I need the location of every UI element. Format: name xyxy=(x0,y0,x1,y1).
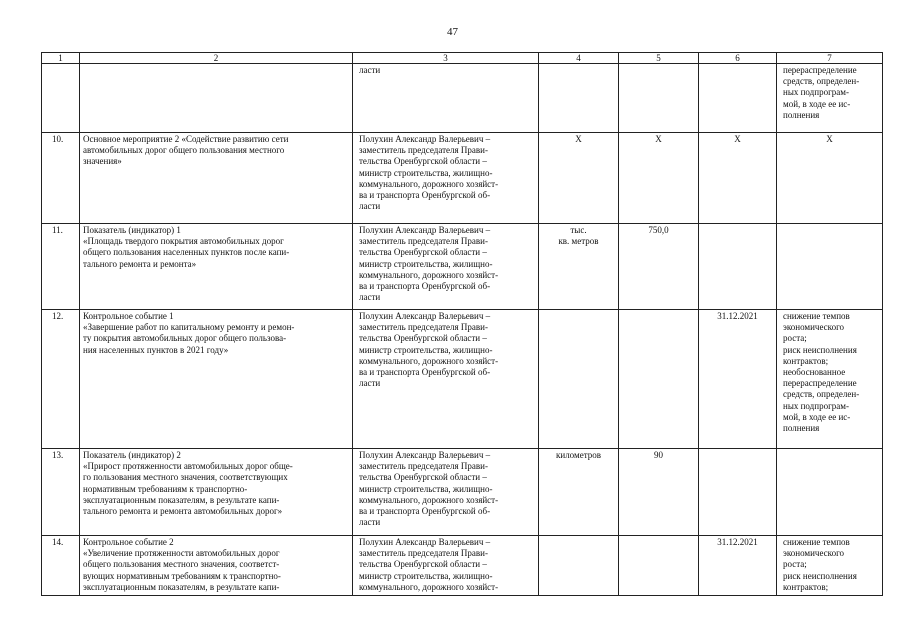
risk-cell xyxy=(777,224,883,310)
row-number: 12. xyxy=(42,310,80,449)
table-row xyxy=(42,536,883,596)
value-cell: 90 xyxy=(619,449,699,536)
responsible-person: Полухин Александр Валерьевич – заместитель председателя Прави- тельства Оренбургской области – министр строительства, жилищно- коммунального, дорожного хозяйст- ва и транспорта Оренбургской об- ласти xyxy=(353,310,539,449)
date-cell xyxy=(699,64,777,133)
responsible-person: Полухин Александр Валерьевич – заместитель председателя Прави- тельства Оренбургской области – министр строительства, жилищно- коммунального, дорожного хозяйст- xyxy=(353,536,539,596)
row-number: 10. xyxy=(42,133,80,224)
risk-cell: снижение темпов экономического роста; риск неисполнения контрактов; xyxy=(777,536,883,596)
date-cell xyxy=(699,449,777,536)
responsible-person: ласти xyxy=(353,64,539,133)
unit-cell xyxy=(539,64,619,133)
unit-cell: километров xyxy=(539,449,619,536)
plan-table xyxy=(41,52,883,596)
value-cell xyxy=(619,536,699,596)
row-number xyxy=(42,64,80,133)
header-cell: 5 xyxy=(619,53,699,64)
table-row xyxy=(42,310,883,449)
responsible-person: Полухин Александр Валерьевич – заместитель председателя Прави- тельства Оренбургской области – министр строительства, жилищно- коммунального, дорожного хозяйст- ва и транспорта Оренбургской об- ласти xyxy=(353,224,539,310)
unit-cell: тыс. кв. метров xyxy=(539,224,619,310)
header-cell: 2 xyxy=(80,53,353,64)
unit-cell xyxy=(539,536,619,596)
table-row xyxy=(42,224,883,310)
date-cell: 31.12.2021 xyxy=(699,536,777,596)
header-cell: 4 xyxy=(539,53,619,64)
row-number: 14. xyxy=(42,536,80,596)
responsible-person: Полухин Александр Валерьевич – заместитель председателя Прави- тельства Оренбургской области – министр строительства, жилищно- коммунального, дорожного хозяйст- ва и транспорта Оренбургской об- ласти xyxy=(353,449,539,536)
unit-cell: Х xyxy=(539,133,619,224)
row-number: 11. xyxy=(42,224,80,310)
measure-name: Контрольное событие 2 «Увеличение протяженности автомобильных дорог общего пользования местного значения, соответст- вующих нормативным требованиям к транспортно- эксплуатационным показателям, в результате капи- xyxy=(80,536,353,596)
risk-cell: снижение темпов экономического роста; риск неисполнения контрактов; необоснованное перераспределение средств, определен- ных подпрограм- мой, в ходе ее ис- полнения xyxy=(777,310,883,449)
measure-name: Показатель (индикатор) 2 «Прирост протяженности автомобильных дорог обще- го пользования местного значения, соответствующих нормативным требованиям к транспортно- эксплуатационным показателям, в результате капи- тального ремонта и ремонта автомобильных дорог» xyxy=(80,449,353,536)
row-number: 13. xyxy=(42,449,80,536)
table-row xyxy=(42,449,883,536)
responsible-person: Полухин Александр Валерьевич – заместитель председателя Прави- тельства Оренбургской области – министр строительства, жилищно- коммунального, дорожного хозяйст- ва и транспорта Оренбургской об- ласти xyxy=(353,133,539,224)
measure-name xyxy=(80,64,353,133)
measure-name: Контрольное событие 1 «Завершение работ по капитальному ремонту и ремон- ту покрытия автомобильных дорог общего пользова- ния населенных пунктов в 2021 году» xyxy=(80,310,353,449)
value-cell: Х xyxy=(619,133,699,224)
header-cell: 6 xyxy=(699,53,777,64)
value-cell: 750,0 xyxy=(619,224,699,310)
risk-cell: Х xyxy=(777,133,883,224)
measure-name: Основное мероприятие 2 «Содействие развитию сети автомобильных дорог общего пользования местного значения» xyxy=(80,133,353,224)
risk-cell: перераспределение средств, определен- ных подпрограм- мой, в ходе ее ис- полнения xyxy=(777,64,883,133)
unit-cell xyxy=(539,310,619,449)
header-cell: 3 xyxy=(353,53,539,64)
date-cell: 31.12.2021 xyxy=(699,310,777,449)
measure-name: Показатель (индикатор) 1 «Площадь твердого покрытия автомобильных дорог общего пользования населенных пунктов после капи- тального ремонта и ремонта» xyxy=(80,224,353,310)
page-number: 47 xyxy=(447,26,458,38)
value-cell xyxy=(619,64,699,133)
header-cell: 1 xyxy=(42,53,80,64)
table-row xyxy=(42,64,883,133)
risk-cell xyxy=(777,449,883,536)
value-cell xyxy=(619,310,699,449)
table-row xyxy=(42,133,883,224)
header-row xyxy=(42,53,883,64)
date-cell: Х xyxy=(699,133,777,224)
date-cell xyxy=(699,224,777,310)
header-cell: 7 xyxy=(777,53,883,64)
